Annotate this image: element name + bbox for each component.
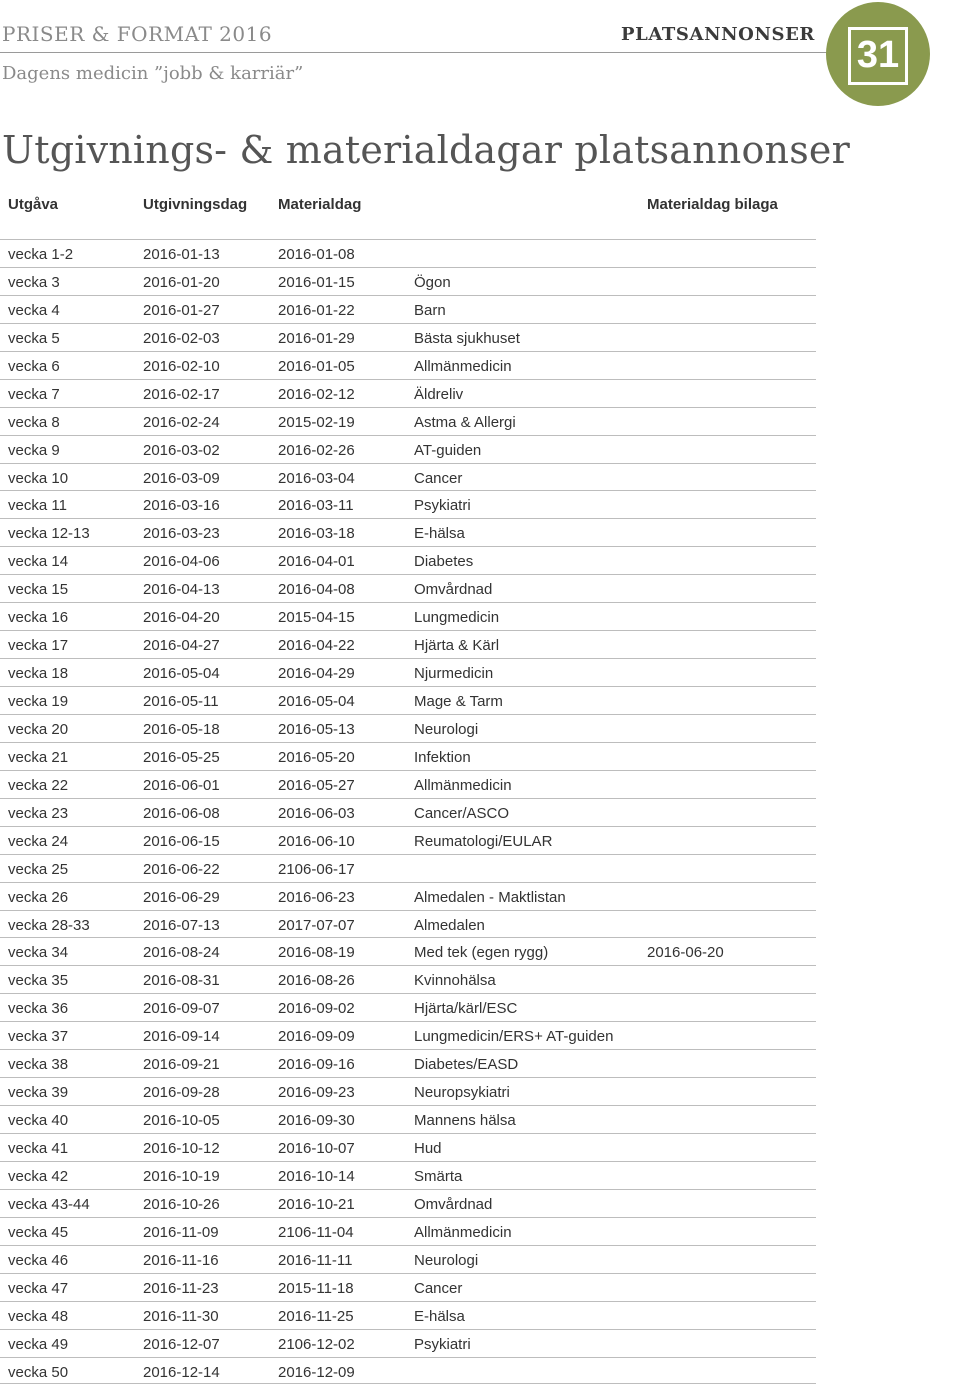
table-row [0,1021,816,1049]
cell-tema: Astma & Allergi [414,413,516,431]
cell-utgava: vecka 23 [8,804,69,822]
cell-utgivningsdag: 2016-07-13 [143,916,220,934]
cell-utgivningsdag: 2016-02-03 [143,329,220,347]
cell-utgava: vecka 46 [8,1251,69,1269]
cell-utgivningsdag: 2016-11-30 [143,1307,219,1325]
cell-utgava: vecka 28-33 [8,916,90,934]
cell-utgivningsdag: 2016-03-09 [143,469,220,487]
cell-utgivningsdag: 2016-09-21 [143,1056,220,1074]
cell-utgava: vecka 48 [8,1307,69,1325]
cell-materialdag: 2016-04-01 [278,553,355,571]
cell-tema: Bästa sjukhuset [414,329,520,347]
cell-utgava: vecka 11 [8,497,67,515]
cell-utgava: vecka 40 [8,1112,69,1130]
cell-utgava: vecka 37 [8,1028,69,1046]
table-row [0,658,816,686]
cell-utgava: vecka 39 [8,1084,69,1102]
cell-utgivningsdag: 2016-02-24 [143,413,220,431]
cell-materialdag: 2015-11-18 [278,1279,354,1297]
cell-utgava: vecka 26 [8,888,69,906]
cell-tema: Mannens hälsa [414,1112,516,1130]
cell-materialdag: 2016-09-30 [278,1112,355,1130]
cell-utgivningsdag: 2016-09-28 [143,1084,220,1102]
table-row [0,546,816,574]
cell-tema: Cancer [414,469,463,487]
cell-utgava: vecka 47 [8,1279,69,1297]
cell-tema: Omvårdnad [414,1195,493,1213]
cell-utgivningsdag: 2016-10-26 [143,1195,220,1213]
cell-materialdag: 2106-11-04 [278,1223,354,1241]
cell-materialdag: 2016-06-23 [278,888,355,906]
cell-tema: Cancer [414,1279,463,1297]
cell-utgivningsdag: 2016-12-14 [143,1363,220,1381]
cell-tema: Reumatologi/EULAR [414,832,553,850]
header-divider [0,52,830,53]
cell-materialdag: 2016-09-09 [278,1028,355,1046]
cell-materialdag: 2016-02-26 [278,441,355,459]
cell-utgava: vecka 25 [8,860,69,878]
table-row [0,686,816,714]
cell-materialdag: 2017-07-07 [278,916,355,934]
cell-utgivningsdag: 2016-04-13 [143,581,220,599]
cell-utgivningsdag: 2016-08-24 [143,944,220,962]
cell-utgava: vecka 38 [8,1056,69,1074]
table-row [0,239,816,267]
cell-materialdag: 2016-06-10 [278,832,355,850]
cell-utgava: vecka 45 [8,1223,69,1241]
cell-tema: Diabetes/EASD [414,1056,519,1074]
cell-materialdag: 2016-10-07 [278,1140,355,1157]
cell-materialdag: 2016-03-04 [278,469,355,487]
cell-utgivningsdag: 2016-02-10 [143,357,220,375]
cell-materialdag-bilaga: 2016-06-20 [647,944,724,962]
table-row [0,1161,816,1189]
cell-utgivningsdag: 2016-01-27 [143,301,220,319]
cell-utgava: vecka 18 [8,665,69,683]
cell-tema: Barn [414,301,446,319]
table-row [0,351,816,379]
cell-utgivningsdag: 2016-04-20 [143,609,220,627]
cell-materialdag: 2016-03-11 [278,497,354,515]
cell-utgava: vecka 10 [8,469,69,487]
cell-tema: Psykiatri [414,1335,471,1353]
cell-utgivningsdag: 2016-10-12 [143,1140,220,1157]
table-row [0,854,816,882]
table-row [0,937,816,965]
table-row [0,463,816,491]
column-header-materialdag: Materialdag [278,196,362,213]
cell-tema: Njurmedicin [414,665,494,683]
cell-utgava: vecka 42 [8,1167,69,1185]
cell-materialdag: 2106-06-17 [278,860,355,878]
cell-tema: Smärta [414,1167,463,1185]
table-row [0,1273,816,1301]
cell-utgava: vecka 19 [8,693,69,710]
cell-tema: Hjärta & Kärl [414,637,500,655]
cell-tema: Kvinnohälsa [414,972,496,990]
table-row [0,1105,816,1133]
cell-materialdag: 2016-01-05 [278,357,355,375]
cell-tema: Cancer/ASCO [414,804,510,822]
cell-materialdag: 2016-05-27 [278,776,355,794]
cell-utgivningsdag: 2016-12-07 [143,1335,220,1353]
cell-utgava: vecka 9 [8,441,60,459]
cell-tema: Almedalen [414,916,485,934]
page-number-badge [826,2,930,106]
cell-utgava: vecka 7 [8,385,60,403]
cell-utgava: vecka 35 [8,972,69,990]
cell-utgava: vecka 5 [8,329,60,347]
cell-tema: Infektion [414,748,471,766]
table-row [0,1189,816,1217]
cell-tema: Mage & Tarm [414,693,503,710]
table-row [0,910,816,938]
cell-utgava: vecka 43-44 [8,1195,90,1213]
cell-materialdag: 2016-01-29 [278,329,355,347]
cell-utgivningsdag: 2016-03-23 [143,525,220,543]
cell-utgava: vecka 4 [8,301,60,319]
cell-utgava: vecka 50 [8,1363,69,1381]
cell-utgava: vecka 21 [8,748,69,766]
cell-materialdag: 2016-09-23 [278,1084,355,1102]
table-row [0,714,816,742]
table-row [0,993,816,1021]
cell-utgivningsdag: 2016-11-23 [143,1279,219,1297]
table-row [0,882,816,910]
cell-materialdag: 2016-06-03 [278,804,355,822]
table-row [0,1049,816,1077]
table-row [0,1301,816,1329]
cell-materialdag: 2016-10-21 [278,1195,355,1213]
cell-tema: Äldreliv [414,385,464,403]
cell-materialdag: 2016-09-02 [278,1000,355,1018]
table-row [0,742,816,770]
cell-tema: Neuropsykiatri [414,1084,510,1102]
column-header-materialdag-bilaga: Materialdag bilaga [647,196,778,213]
table-row [0,770,816,798]
cell-tema: Neurologi [414,1251,479,1269]
cell-materialdag: 2016-05-20 [278,748,355,766]
cell-utgava: vecka 1-2 [8,246,74,263]
cell-materialdag: 2016-09-16 [278,1056,355,1074]
cell-utgivningsdag: 2016-06-29 [143,888,220,906]
cell-utgivningsdag: 2016-10-05 [143,1112,220,1130]
table-row [0,1077,816,1105]
table-row [0,574,816,602]
column-header-utgava: Utgåva [8,196,59,213]
table-row [0,1133,816,1161]
cell-utgava: vecka 49 [8,1335,69,1353]
table-row [0,323,816,351]
table-row [0,490,816,518]
cell-tema: Psykiatri [414,497,471,515]
cell-tema: Neurologi [414,720,479,738]
cell-tema: Hjärta/kärl/ESC [414,1000,518,1018]
cell-utgivningsdag: 2016-03-02 [143,441,220,459]
table-row [0,826,816,854]
cell-utgivningsdag: 2016-02-17 [143,385,220,403]
cell-utgava: vecka 16 [8,609,69,627]
table-row [0,379,816,407]
schedule-table [0,239,816,1384]
cell-materialdag: 2016-05-13 [278,720,355,738]
table-row [0,518,816,546]
cell-utgava: vecka 41 [8,1140,69,1157]
table-row [0,630,816,658]
cell-materialdag: 2016-05-04 [278,693,355,710]
cell-materialdag: 2106-12-02 [278,1335,355,1353]
cell-materialdag: 2015-04-15 [278,609,355,627]
cell-materialdag: 2016-12-09 [278,1363,355,1381]
cell-utgava: vecka 3 [8,273,60,291]
table-row [0,1245,816,1273]
section-label: PLATSANNONSER [620,24,815,45]
cell-utgava: vecka 34 [8,944,69,962]
cell-tema: E-hälsa [414,1307,465,1325]
page-number: 31 [856,34,900,76]
cell-tema: Hud [414,1140,442,1157]
cell-utgava: vecka 6 [8,357,60,375]
table-row [0,602,816,630]
cell-utgivningsdag: 2016-01-13 [143,246,220,263]
column-header-utgivningsdag: Utgivningsdag [143,196,248,213]
cell-utgava: vecka 17 [8,637,69,655]
brand-line: PRISER & FORMAT 2016 [2,22,273,46]
cell-utgava: vecka 8 [8,413,60,431]
cell-utgivningsdag: 2016-06-15 [143,832,220,850]
table-row [0,1329,816,1357]
cell-materialdag: 2016-01-08 [278,246,355,263]
cell-utgava: vecka 20 [8,720,69,738]
publication-subtitle: Dagens medicin ”jobb & karriär” [2,63,304,84]
cell-utgivningsdag: 2016-06-22 [143,860,220,878]
cell-utgivningsdag: 2016-11-09 [143,1223,219,1241]
cell-materialdag: 2016-02-12 [278,385,355,403]
table-row [0,295,816,323]
cell-utgava: vecka 12-13 [8,525,90,543]
cell-materialdag: 2016-01-22 [278,301,355,319]
cell-materialdag: 2016-04-22 [278,637,355,655]
cell-tema: AT-guiden [414,441,482,459]
cell-tema: Lungmedicin [414,609,500,627]
cell-materialdag: 2016-08-26 [278,972,355,990]
cell-materialdag: 2016-04-08 [278,581,355,599]
cell-tema: E-hälsa [414,525,465,543]
cell-tema: Med tek (egen rygg) [414,944,549,962]
table-row [0,267,816,295]
cell-utgivningsdag: 2016-09-14 [143,1028,220,1046]
cell-utgivningsdag: 2016-11-16 [143,1251,219,1269]
cell-tema: Allmänmedicin [414,1223,512,1241]
cell-materialdag: 2016-08-19 [278,944,355,962]
cell-utgava: vecka 36 [8,1000,69,1018]
cell-materialdag: 2016-11-11 [278,1251,353,1269]
cell-utgava: vecka 15 [8,581,69,599]
cell-utgivningsdag: 2016-01-20 [143,273,220,291]
page-title: Utgivnings- & materialdagar platsannonser [2,128,850,172]
cell-utgivningsdag: 2016-03-16 [143,497,220,515]
table-row [0,1357,816,1385]
cell-materialdag: 2016-04-29 [278,665,355,683]
cell-utgava: vecka 14 [8,553,69,571]
cell-utgivningsdag: 2016-05-04 [143,665,220,683]
cell-utgivningsdag: 2016-09-07 [143,1000,220,1018]
cell-tema: Allmänmedicin [414,776,512,794]
cell-utgava: vecka 22 [8,776,69,794]
cell-utgivningsdag: 2016-05-25 [143,748,220,766]
cell-utgava: vecka 24 [8,832,69,850]
cell-utgivningsdag: 2016-06-08 [143,804,220,822]
cell-tema: Almedalen - Maktlistan [414,888,566,906]
cell-utgivningsdag: 2016-05-18 [143,720,220,738]
cell-utgivningsdag: 2016-10-19 [143,1167,220,1185]
table-row [0,407,816,435]
cell-materialdag: 2016-10-14 [278,1167,355,1185]
cell-materialdag: 2016-11-25 [278,1307,354,1325]
table-row [0,1217,816,1245]
cell-materialdag: 2016-01-15 [278,273,355,291]
cell-tema: Ögon [414,273,451,291]
cell-utgivningsdag: 2016-08-31 [143,972,220,990]
cell-tema: Allmänmedicin [414,357,512,375]
cell-materialdag: 2015-02-19 [278,413,355,431]
cell-tema: Diabetes [414,553,474,571]
table-row [0,435,816,463]
cell-utgivningsdag: 2016-04-27 [143,637,220,655]
table-header [0,196,816,216]
table-row [0,965,816,993]
table-row [0,798,816,826]
cell-materialdag: 2016-03-18 [278,525,355,543]
cell-tema: Lungmedicin/ERS+ AT-guiden [414,1028,614,1046]
cell-utgivningsdag: 2016-05-11 [143,693,219,710]
cell-tema: Omvårdnad [414,581,493,599]
document-header [2,22,303,84]
cell-utgivningsdag: 2016-04-06 [143,553,220,571]
cell-utgivningsdag: 2016-06-01 [143,776,220,794]
